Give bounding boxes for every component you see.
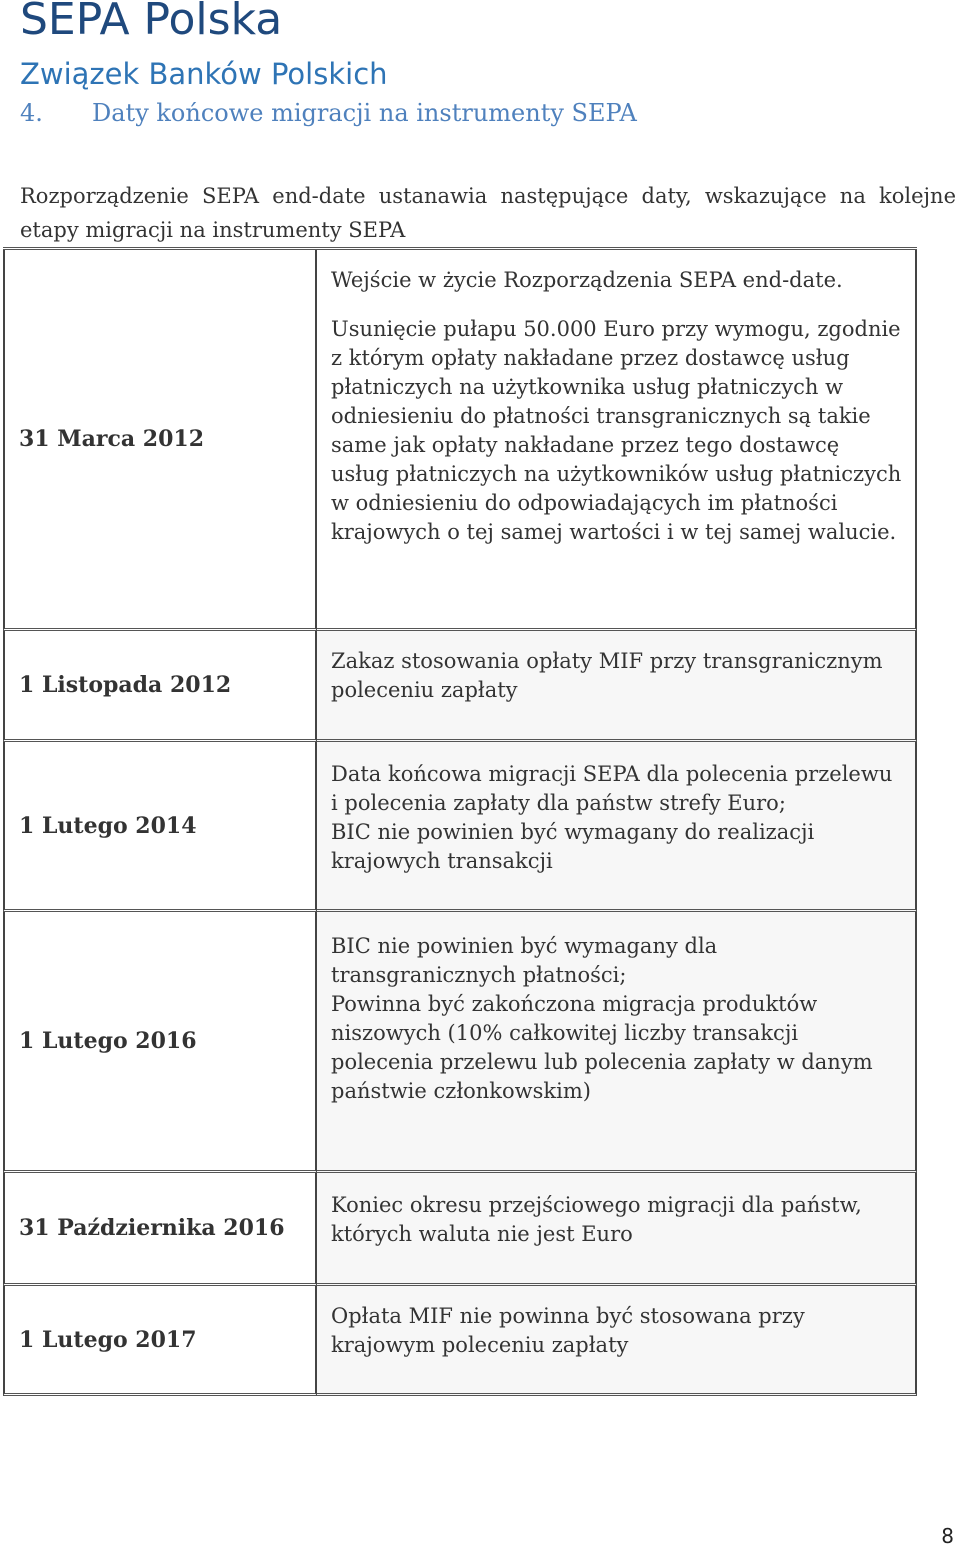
description-cell: [317, 631, 917, 742]
table-row: [3, 631, 917, 742]
description-line: Opłata MIF nie powinna być stosowana przy krajowym poleceniu zapłaty: [331, 1304, 805, 1357]
description-line: Koniec okresu przejściowego migracji dla państw, których waluta nie jest Euro: [331, 1193, 862, 1246]
description-line: Zakaz stosowania opłaty MIF przy transgranicznym poleceniu zapłaty: [331, 649, 883, 702]
table-row: [3, 912, 917, 1173]
section-number: 4.: [20, 99, 43, 127]
date-cell: 31 Października 2016: [3, 1173, 317, 1286]
date-cell: 31 Marca 2012: [3, 250, 317, 631]
description-entry: Usunięcie pułapu 50.000 Euro przy wymogu, zgodnie z którym opłaty nakładane przez dostawcę usług płatniczych na użytkownika usług płatniczych w odniesieniu do płatności transgranicznych są takie same jak opłaty nakładane przez tego dostawcę usług płatniczych na użytkowników usług płatniczych w odniesieniu do odpowiadających im płatności krajowych o tej samej wartości i w tej samej walucie.: [331, 317, 902, 544]
intro-paragraph: Rozporządzenie SEPA end-date ustanawia następujące daty, wskazujące na kolejne etapy migracji na instrumenty SEPA: [20, 184, 956, 242]
date-cell: 1 Lutego 2016: [3, 912, 317, 1173]
description-line: BIC nie powinien być wymagany dla transgranicznych płatności;: [331, 934, 718, 987]
table-row: [3, 250, 917, 631]
description-cell: [317, 912, 917, 1173]
table-row: [3, 1173, 917, 1286]
description-cell: [317, 250, 917, 631]
document-title: SEPA Polska: [20, 0, 283, 45]
section-heading: [20, 98, 637, 128]
description-cell: [317, 1173, 917, 1286]
description-cell: [317, 1286, 917, 1396]
migration-timeline-table: [3, 247, 917, 1396]
description-cell: [317, 742, 917, 912]
section-heading-text: Daty końcowe migracji na instrumenty SEPA: [92, 99, 637, 127]
date-cell: 1 Listopada 2012: [3, 631, 317, 742]
description-line: BIC nie powinien być wymagany do realizacji krajowych transakcji: [331, 820, 815, 873]
table-row: [3, 742, 917, 912]
description-line: Powinna być zakończona migracja produktów niszowych (10% całkowitej liczby transakcji polecenia przelewu lub polecenia zapłaty w danym państwie członkowskim): [331, 992, 873, 1103]
date-cell: 1 Lutego 2017: [3, 1286, 317, 1396]
page-number: 8: [941, 1524, 954, 1548]
date-cell: 1 Lutego 2014: [3, 742, 317, 912]
document-subtitle: Związek Banków Polskich: [20, 57, 388, 91]
description-line: Data końcowa migracji SEPA dla polecenia przelewu i polecenia zapłaty dla państw strefy Euro;: [331, 762, 893, 815]
table-row: [3, 1286, 917, 1396]
description-entry: Wejście w życie Rozporządzenia SEPA end-date.: [331, 268, 843, 292]
